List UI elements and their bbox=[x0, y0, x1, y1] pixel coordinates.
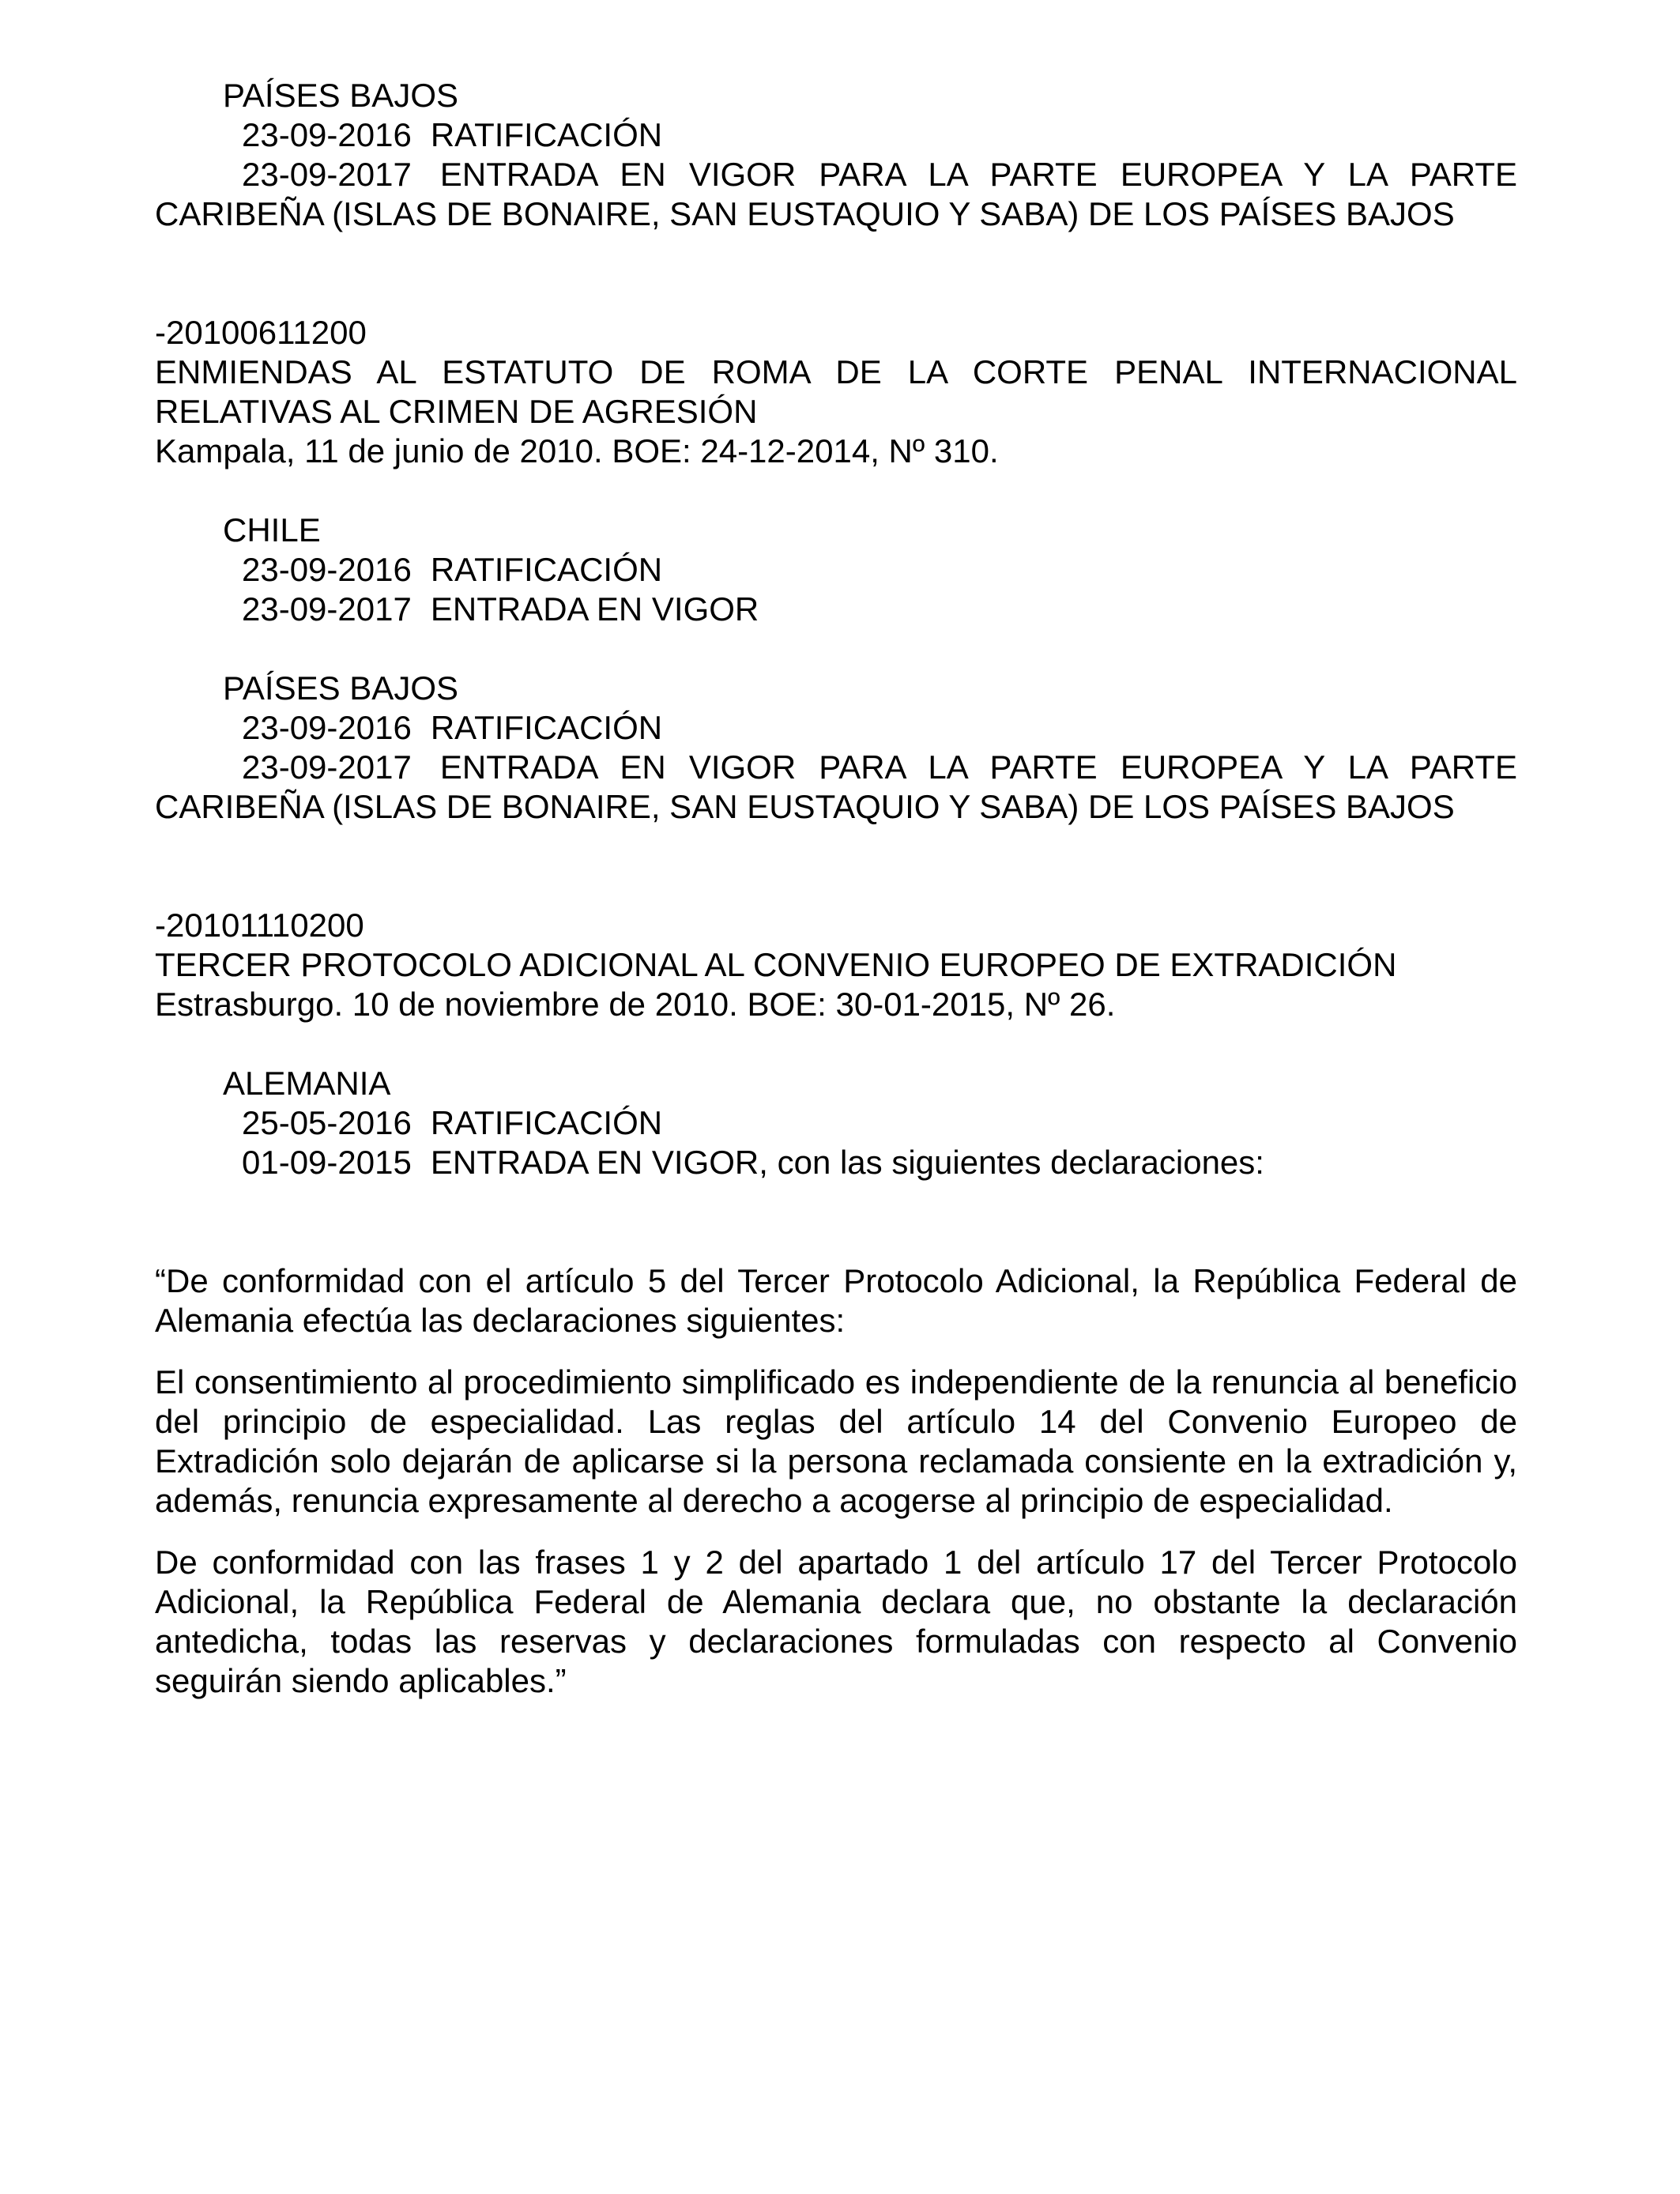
treaty-block bbox=[155, 313, 1517, 827]
ratification-date: 23-09-2016 bbox=[242, 709, 412, 746]
ratification-date: 25-05-2016 bbox=[242, 1104, 412, 1141]
entry-date: 01-09-2015 bbox=[242, 1144, 412, 1181]
ratification-line bbox=[242, 1103, 1517, 1143]
document-page bbox=[155, 76, 1517, 1701]
declaration-paragraph: De conformidad con las frases 1 y 2 del apartado 1 del artículo 17 del Tercer Protocolo Adicional, la República Federal de Alemania declara que, no obstante la declaración antedicha, todas las reservas y declaraciones formuladas con respecto al Convenio seguirán siendo aplicables.” bbox=[155, 1544, 1517, 1699]
treaty-place-date: Estrasburgo. 10 de noviembre de 2010. BOE: 30-01-2015, Nº 26. bbox=[155, 986, 1116, 1023]
party-block bbox=[155, 76, 1517, 234]
declaration-paragraph: El consentimiento al procedimiento simplificado es independiente de la renuncia al beneficio del principio de especialidad. Las reglas del artículo 14 del Convenio Europeo de Extradición solo dejarán de aplicarse si la persona reclamada consiente en la extradición y, además, renuncia expresamente al derecho a acogerse al principio de especialidad. bbox=[155, 1363, 1517, 1519]
party-block bbox=[155, 1064, 1517, 1182]
ratification-label: RATIFICACIÓN bbox=[430, 709, 663, 746]
treaty-code: -20100611200 bbox=[155, 314, 367, 351]
treaty-place-date: Kampala, 11 de junio de 2010. BOE: 24-12-2014, Nº 310. bbox=[155, 432, 999, 469]
ratification-label: RATIFICACIÓN bbox=[430, 1104, 663, 1141]
ratification-line bbox=[242, 550, 1517, 590]
party-block bbox=[155, 511, 1517, 629]
treaty-title: ENMIENDAS AL ESTATUTO DE ROMA DE LA CORTE PENAL INTERNACIONAL RELATIVAS AL CRIMEN DE AGRESIÓN bbox=[155, 353, 1517, 430]
entry-label: ENTRADA EN VIGOR PARA LA PARTE EUROPEA Y LA PARTE CARIBEÑA (ISLAS DE BONAIRE, SAN EUSTAQUIO Y SABA) DE LOS PAÍSES BAJOS bbox=[155, 748, 1517, 825]
ratification-label: RATIFICACIÓN bbox=[430, 551, 663, 588]
ratification-line bbox=[242, 115, 1517, 155]
country-name: PAÍSES BAJOS bbox=[223, 669, 458, 707]
entry-line bbox=[242, 590, 1517, 629]
entry-date: 23-09-2017 bbox=[242, 590, 412, 628]
entry-label: ENTRADA EN VIGOR PARA LA PARTE EUROPEA Y LA PARTE CARIBEÑA (ISLAS DE BONAIRE, SAN EUSTAQUIO Y SABA) DE LOS PAÍSES BAJOS bbox=[155, 156, 1517, 232]
entry-line bbox=[155, 748, 1517, 827]
treaty-title: TERCER PROTOCOLO ADICIONAL AL CONVENIO EUROPEO DE EXTRADICIÓN bbox=[155, 946, 1397, 983]
ratification-date: 23-09-2016 bbox=[242, 551, 412, 588]
entry-date: 23-09-2017 bbox=[242, 748, 412, 786]
declaration-paragraph: “De conformidad con el artículo 5 del Tercer Protocolo Adicional, la República Federal de Alemania efectúa las declaraciones siguientes: bbox=[155, 1262, 1517, 1339]
entry-line bbox=[155, 155, 1517, 234]
treaty-code: -20101110200 bbox=[155, 907, 364, 944]
entry-label: ENTRADA EN VIGOR, con las siguientes declaraciones: bbox=[430, 1144, 1264, 1181]
party-block bbox=[155, 669, 1517, 827]
treaty-block bbox=[155, 906, 1517, 1701]
ratification-label: RATIFICACIÓN bbox=[430, 116, 663, 153]
country-name: ALEMANIA bbox=[223, 1065, 391, 1102]
ratification-line bbox=[242, 708, 1517, 748]
country-name: PAÍSES BAJOS bbox=[223, 77, 458, 114]
entry-line bbox=[242, 1143, 1517, 1182]
entry-date: 23-09-2017 bbox=[242, 156, 412, 193]
country-name: CHILE bbox=[223, 511, 321, 548]
declarations bbox=[155, 1261, 1517, 1701]
ratification-date: 23-09-2016 bbox=[242, 116, 412, 153]
entry-label: ENTRADA EN VIGOR bbox=[430, 590, 759, 628]
